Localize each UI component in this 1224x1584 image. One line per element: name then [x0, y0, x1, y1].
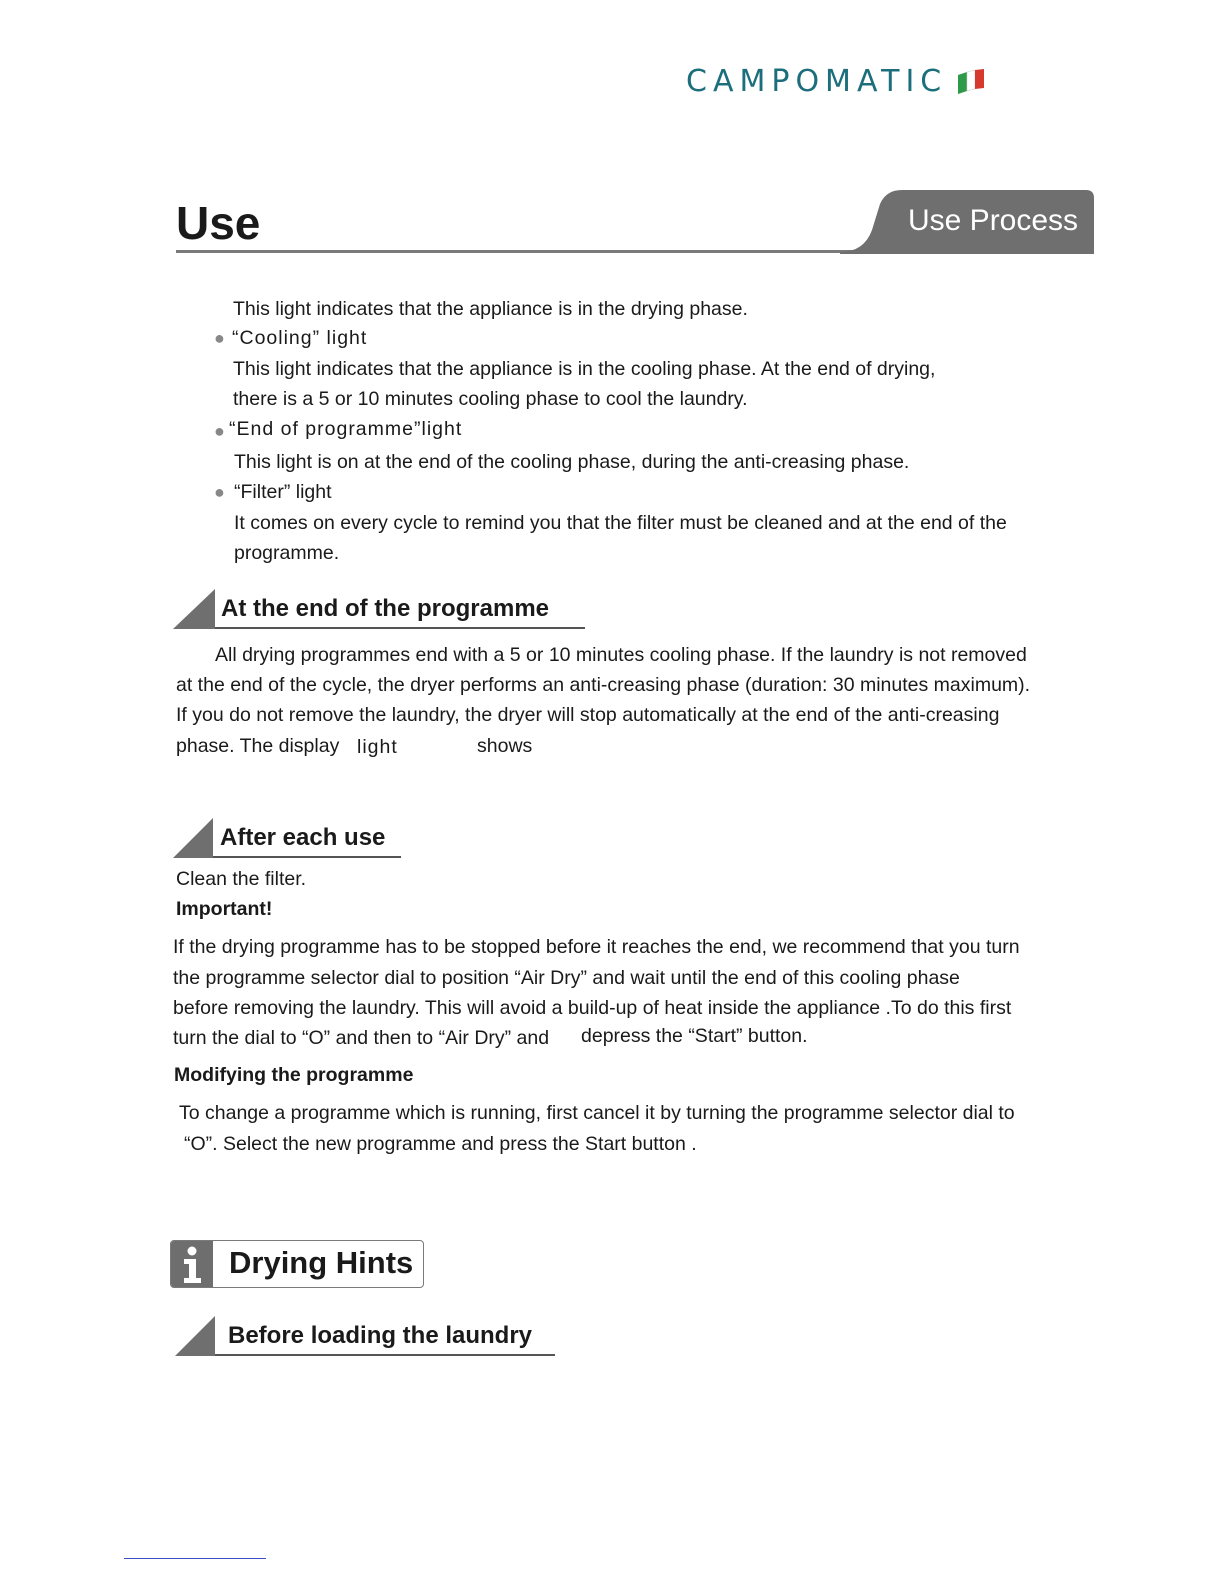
info-icon — [171, 1241, 213, 1287]
cooling-light-title: “Cooling” light — [232, 327, 368, 349]
brand-logo — [686, 64, 986, 99]
triangle-marker-icon — [173, 589, 217, 631]
drying-light-desc: This light indicates that the appliance is in the drying phase. — [233, 298, 748, 320]
end-programme-p2: at the end of the cycle, the dryer performs an anti-creasing phase (duration: 30 minutes maximum). — [176, 674, 1031, 696]
clean-filter-text: Clean the filter. — [176, 868, 307, 890]
italian-flag-icon — [956, 69, 986, 95]
after-use-line-4a: turn the dial to “O” and then to “Air Dry” and — [173, 1027, 550, 1049]
end-programme-p4a: phase. The display — [176, 735, 340, 757]
important-label: Important! — [176, 898, 273, 920]
brand-name: CAMPOMATIC — [686, 64, 948, 99]
end-programme-p4b: light — [357, 736, 398, 758]
end-programme-p1: All drying programmes end with a 5 or 10 minutes cooling phase. If the laundry is not removed — [215, 644, 1027, 666]
section-tab — [840, 190, 1096, 256]
bullet-icon: ● — [214, 421, 225, 441]
filter-light-title: “Filter” light — [234, 481, 332, 503]
filter-light-desc-2: programme. — [234, 542, 340, 564]
section-heading-after-use — [173, 818, 413, 862]
after-use-line-4b: depress the “Start” button. — [581, 1025, 808, 1047]
triangle-marker-icon — [175, 1316, 219, 1358]
cooling-light-desc-1: This light indicates that the appliance is in the cooling phase. At the end of drying, — [233, 358, 936, 380]
drying-hints-box — [170, 1240, 424, 1288]
section-title: After each use — [220, 824, 386, 851]
filter-light-desc-1: It comes on every cycle to remind you that the filter must be cleaned and at the end of the — [234, 512, 1007, 534]
end-programme-p3: If you do not remove the laundry, the dryer will stop automatically at the end of the anti-creasing — [176, 704, 1000, 726]
triangle-marker-icon — [173, 818, 217, 860]
section-title: At the end of the programme — [221, 595, 550, 622]
end-light-desc: This light is on at the end of the cooling phase, during the anti-creasing phase. — [234, 451, 910, 473]
after-use-line-3: before removing the laundry. This will avoid a build-up of heat inside the appliance .To do this first — [173, 997, 1012, 1019]
section-tab-label: Use Process — [908, 204, 1079, 237]
title-rule — [176, 250, 876, 253]
drying-hints-title: Drying Hints — [229, 1245, 414, 1280]
section-title: Before loading the laundry — [228, 1322, 533, 1349]
end-programme-p4c: shows — [477, 735, 533, 757]
bullet-icon: ● — [214, 328, 225, 348]
modifying-line-2: “O”. Select the new programme and press the Start button . — [184, 1133, 697, 1155]
section-underline — [215, 1354, 555, 1356]
end-light-title: “End of programme”light — [229, 418, 463, 440]
section-heading-before-loading — [175, 1316, 565, 1360]
modifying-heading: Modifying the programme — [174, 1064, 414, 1086]
cooling-light-desc-2: there is a 5 or 10 minutes cooling phase to cool the laundry. — [233, 388, 748, 410]
after-use-line-1: If the drying programme has to be stopped before it reaches the end, we recommend that you turn — [173, 936, 1020, 958]
footer-rule — [124, 1558, 266, 1559]
modifying-line-1: To change a programme which is running, first cancel it by turning the programme selector dial to — [179, 1102, 1015, 1124]
after-use-line-2: the programme selector dial to position “Air Dry” and wait until the end of this cooling phase — [173, 967, 960, 989]
section-heading-end-programme — [173, 589, 593, 633]
info-glyph-icon — [171, 1241, 213, 1287]
bullet-icon: ● — [214, 482, 225, 502]
page-title: Use — [176, 197, 261, 249]
section-underline — [213, 856, 401, 858]
section-underline — [215, 627, 585, 629]
